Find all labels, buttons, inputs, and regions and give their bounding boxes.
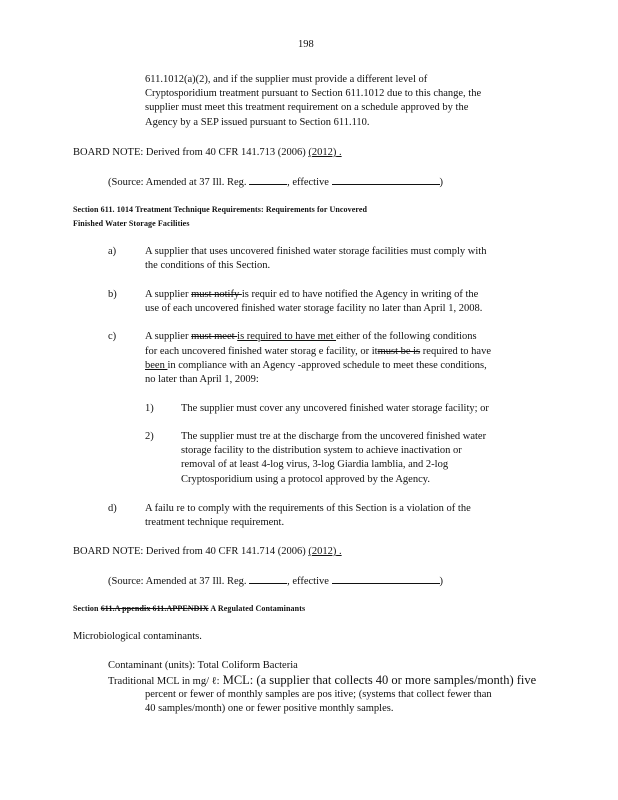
- text: for each uncovered finished water storag e facility, or it: [145, 346, 378, 357]
- text: required to have: [420, 346, 492, 357]
- list-item: [145, 330, 477, 344]
- struck-text: 611.A ppendix 611.APPENDIX: [100, 604, 209, 613]
- mcl-text: MCL: (a supplier that collects 40 or more samples/month) five: [219, 673, 537, 687]
- board-note-suffix: .: [336, 147, 342, 158]
- source-prefix: (Source: Amended at 37 Ill. Reg.: [108, 177, 247, 188]
- sub-list-item: Cryptosporidium using a protocol approved by the Agency.: [181, 474, 430, 485]
- struck-text: must notify: [191, 289, 242, 300]
- paragraph-line: Cryptosporidium treatment pursuant to Section 611.1012 due to this change, the: [145, 88, 482, 99]
- list-item: the conditions of this Section.: [145, 260, 271, 271]
- reg-blank: [249, 174, 287, 185]
- list-item: no later than April 1, 2009:: [145, 374, 259, 385]
- sub-list-item: removal of at least 4-log virus, 3-log Giardia lamblia, and 2-log: [181, 459, 449, 470]
- inserted-text: is required to have met: [237, 331, 337, 342]
- mcl-line: percent or fewer of monthly samples are pos itive; (systems that collect fewer than: [145, 689, 492, 700]
- board-note: [73, 545, 342, 559]
- sub-list-item: storage facility to the distribution system to achieve inactivation or: [181, 445, 462, 456]
- source-line: [108, 573, 443, 589]
- list-label: a): [108, 246, 117, 257]
- sub-list-item: The supplier must tre at the discharge from the uncovered finished water: [181, 431, 487, 442]
- text: in compliance with an Agency -approved schedule to meet these conditions,: [167, 360, 487, 371]
- inserted-text: been: [145, 360, 168, 371]
- list-item: [145, 359, 487, 373]
- paragraph-line: Agency by a SEP issued pursuant to Section 611.110.: [145, 117, 370, 128]
- struck-text: must meet: [191, 331, 238, 342]
- list-label: b): [108, 289, 117, 300]
- page-number: 198: [298, 39, 314, 50]
- text: A supplier: [145, 289, 192, 300]
- sub-list-item: The supplier must cover any uncovered finished water storage facility; or: [181, 403, 489, 414]
- mcl-line: [108, 673, 536, 689]
- list-item: treatment technique requirement.: [145, 517, 285, 528]
- source-effective: , effective: [287, 576, 329, 587]
- paragraph-line: supplier must meet this treatment requirement on a schedule approved by the: [145, 102, 469, 113]
- contaminant-line: Contaminant (units): Total Coliform Bacteria: [108, 660, 298, 671]
- text: either of the following conditions: [336, 331, 477, 342]
- source-end: ): [439, 576, 444, 587]
- list-label: c): [108, 331, 117, 342]
- board-note-year: (2012): [308, 546, 337, 557]
- effective-blank: [332, 174, 440, 185]
- struck-text: must be is: [377, 346, 421, 357]
- reg-blank: [249, 573, 287, 584]
- source-end: ): [439, 177, 444, 188]
- list-item: A supplier that uses uncovered finished water storage facilities must comply with: [145, 246, 487, 257]
- list-item: [145, 345, 491, 359]
- board-note-suffix: .: [336, 546, 342, 557]
- text: A supplier: [145, 331, 192, 342]
- list-item: use of each uncovered finished water storage facility no later than April 1, 2008.: [145, 303, 483, 314]
- text: is requir ed to have notified the Agency in writing of the: [241, 289, 479, 300]
- board-note-text: BOARD NOTE: Derived from 40 CFR 141.713 (2006): [73, 147, 309, 158]
- list-label: 1): [145, 403, 154, 414]
- effective-blank: [332, 573, 440, 584]
- section-heading: Section 611. 1014 Treatment Technique Requirements: Requirements for Uncovered: [73, 205, 368, 214]
- board-note: [73, 146, 342, 160]
- list-item: [145, 288, 478, 302]
- source-line: [108, 174, 443, 190]
- section-heading: Finished Water Storage Facilities: [73, 219, 190, 228]
- list-label: 2): [145, 431, 154, 442]
- list-label: d): [108, 503, 117, 514]
- list-item: A failu re to comply with the requirements of this Section is a violation of the: [145, 503, 471, 514]
- text: Traditional MCL in mg/ ℓ:: [108, 676, 220, 687]
- source-effective: , effective: [287, 177, 329, 188]
- board-note-year: (2012): [308, 147, 337, 158]
- board-note-text: BOARD NOTE: Derived from 40 CFR 141.714 (2006): [73, 546, 309, 557]
- source-prefix: (Source: Amended at 37 Ill. Reg.: [108, 576, 247, 587]
- text: A Regulated Contaminants: [208, 604, 306, 613]
- paragraph-line: 611.1012(a)(2), and if the supplier must provide a different level of: [145, 74, 428, 85]
- appendix-heading: [73, 603, 305, 615]
- mcl-line: 40 samples/month) one or fewer positive monthly samples.: [145, 703, 394, 714]
- text: Section: [73, 604, 101, 613]
- subsection-title: Microbiological contaminants.: [73, 631, 202, 642]
